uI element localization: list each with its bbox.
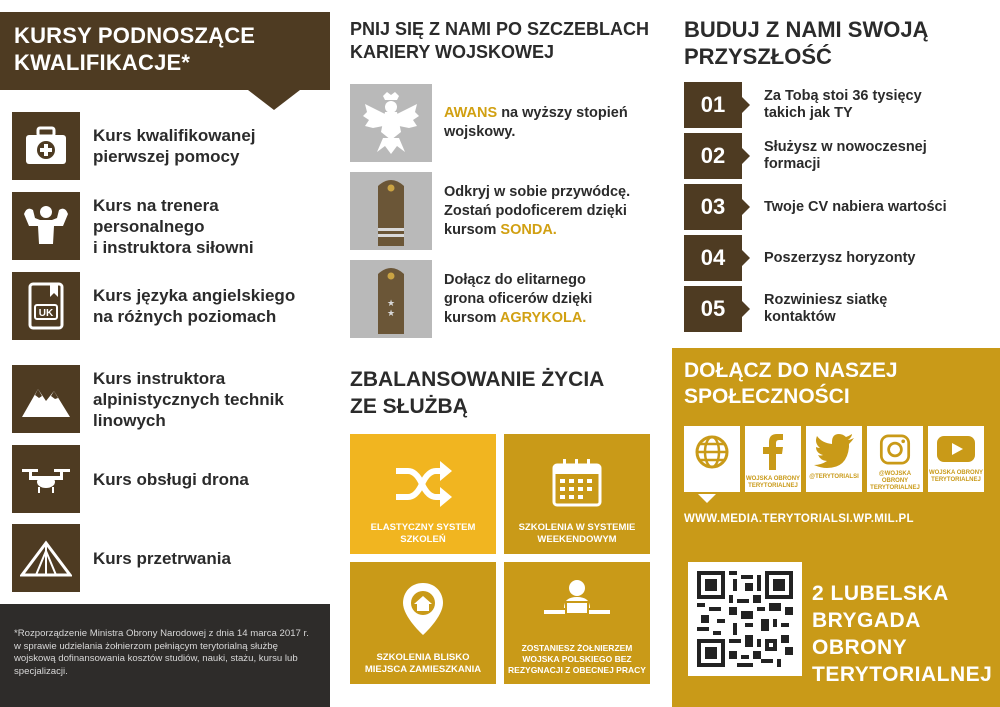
tile-weekend-training [504, 434, 650, 554]
course-label: Kurs obsługi drona [93, 469, 249, 489]
career-text: Dołącz do elitarnego grona oficerów dzięki kursom AGRYKOLA. [444, 271, 593, 326]
career-item-officer [350, 260, 660, 338]
social-link-instagram[interactable] [867, 426, 923, 492]
courses-header-pointer [248, 90, 300, 110]
career-title: PNIJ SIĘ Z NAMI PO SZCZEBLACH KARIERY WOJSKOWEJ [350, 19, 650, 62]
mountain-icon [12, 365, 80, 433]
social-link-youtube[interactable] [928, 426, 984, 492]
future-title: BUDUJ Z NAMI SWOJĄ PRZYSZŁOŚĆ [684, 17, 929, 69]
social-caption: @WOJSKA OBRONY TERYTORIALNEJ [870, 471, 920, 491]
course-item-english [12, 272, 327, 340]
benefit-step [684, 82, 984, 128]
social-caption: @TERYTORIALSI [809, 474, 859, 480]
twitter-icon [814, 434, 854, 468]
step-text: Poszerzysz horyzonty [764, 249, 916, 266]
tile-label: ELASTYCZNY SYSTEM SZKOLEŃ [370, 522, 476, 545]
svg-text:★: ★ [386, 299, 396, 309]
course-label: Kurs instruktora alpinistycznych technik linowych [93, 368, 284, 430]
instagram-icon [878, 434, 912, 465]
step-number: 01 [684, 82, 742, 128]
tile-label: SZKOLENIA W SYSTEMIE WEEKENDOWYM [518, 522, 636, 545]
footnote-box [0, 604, 330, 707]
courses-header [0, 12, 330, 90]
person-at-desk-icon [542, 578, 612, 633]
first-aid-kit-icon [12, 112, 80, 180]
social-link-twitter[interactable] [806, 426, 862, 492]
tile-flexible-training [350, 434, 496, 554]
polish-eagle-icon [350, 84, 432, 162]
career-text: Odkryj w sobie przywódcę. Zostań podoficerem dzięki kursom SONDA. [444, 183, 631, 238]
course-item-alpine [12, 365, 327, 433]
uk-book-icon [12, 272, 80, 340]
drone-icon [12, 445, 80, 513]
officer-epaulette-icon [350, 260, 432, 338]
benefit-step [684, 286, 984, 332]
globe-icon [694, 434, 730, 470]
community-title: DOŁĄCZ DO NASZEJ SPOŁECZNOŚCI [684, 359, 898, 408]
course-item-survival [12, 524, 327, 592]
tile-label: ZOSTANIESZ ŻOŁNIERZEM WOJSKA POLSKIEGO BEZ REZYGNACJI Z OBECNEJ PRACY [508, 643, 646, 675]
shuffle-icon [394, 461, 452, 512]
courses-title: KURSY PODNOSZĄCE KWALIFIKACJE* [14, 23, 256, 75]
course-label: Kurs języka angielskiego na różnych poziomach [93, 286, 296, 326]
calendar-icon [551, 457, 603, 512]
tent-icon [12, 524, 80, 592]
course-item-first-aid [12, 112, 327, 180]
brigade-name: 2 LUBELSKA BRYGADA OBRONY TERYTORIALNEJ [812, 582, 993, 686]
social-link-facebook[interactable] [745, 426, 801, 492]
tile-label: SZKOLENIA BLISKO MIEJSCA ZAMIESZKANIA [364, 652, 482, 675]
course-label: Kurs na trenera personalnego i instruktora siłowni [93, 195, 254, 257]
svg-text:★: ★ [386, 309, 396, 319]
benefit-step [684, 235, 984, 281]
home-pin-icon [401, 581, 445, 642]
course-item-drone [12, 445, 327, 513]
social-caption: WOJSKA OBRONY TERYTORIALNEJ [745, 476, 801, 489]
career-item-promotion [350, 84, 660, 162]
career-item-nco [350, 172, 660, 250]
step-number: 02 [684, 133, 742, 179]
youtube-icon [936, 434, 976, 464]
step-text: Służysz w nowoczesnej formacji [764, 139, 927, 172]
balance-title: ZBALANSOWANIE ŻYCIA ZE SŁUŻBĄ [350, 368, 605, 418]
social-pointer [698, 494, 716, 503]
step-number: 04 [684, 235, 742, 281]
bodybuilder-icon [12, 192, 80, 260]
community-panel [672, 348, 1000, 707]
nco-epaulette-icon [350, 172, 432, 250]
tile-keep-job [504, 562, 650, 684]
footnote-text: *Rozporządzenie Ministra Obrony Narodowej z dnia 14 marca 2017 r. w sprawie udzielania żołnierzom pełniącym terytorialną służbę wojskową dofinansowania kosztów studiów, nauki, stażu, kursu lub specjalizacji. [14, 628, 309, 677]
step-number: 05 [684, 286, 742, 332]
course-label: Kurs przetrwania [93, 548, 231, 568]
step-text: Twoje CV nabiera wartości [764, 198, 947, 215]
step-text: Rozwiniesz siatkę kontaktów [764, 292, 888, 325]
course-label: Kurs kwalifikowanej pierwszej pomocy [93, 126, 256, 166]
career-text: AWANS na wyższy stopień wojskowy. [444, 105, 628, 140]
tile-near-home [350, 562, 496, 684]
facebook-icon [761, 434, 785, 470]
svg-text:UK: UK [38, 308, 54, 319]
step-number: 03 [684, 184, 742, 230]
benefit-step [684, 184, 984, 230]
course-item-trainer [12, 192, 327, 260]
step-text: Za Tobą stoi 36 tysięcy takich jak TY [764, 88, 922, 121]
qr-code[interactable] [688, 562, 802, 676]
benefit-step [684, 133, 984, 179]
social-link-website[interactable] [684, 426, 740, 492]
website-url[interactable]: WWW.MEDIA.TERYTORIALSI.WP.MIL.PL [684, 513, 914, 525]
social-caption: WOJSKA OBRONY TERYTORIALNEJ [928, 470, 984, 483]
